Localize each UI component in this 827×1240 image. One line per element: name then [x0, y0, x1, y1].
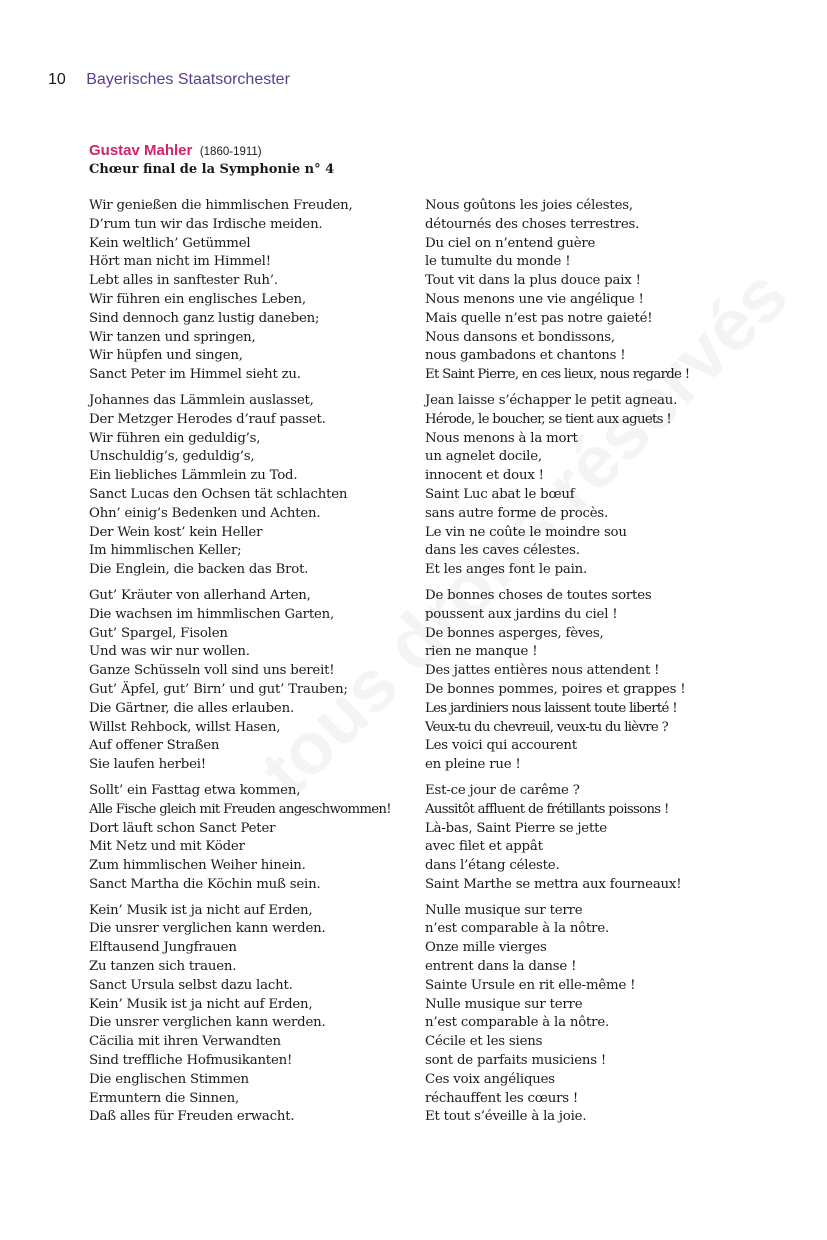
- verse-line: Wir führen ein geduldig’s,: [89, 430, 261, 446]
- verse-line: réchauffent les cœurs !: [425, 1090, 579, 1106]
- verse-line: De bonnes asperges, fèves,: [425, 625, 604, 641]
- verse-line: Im himmlischen Keller;: [89, 543, 242, 559]
- verse-line: Tout vit dans la plus douce paix !: [425, 273, 641, 289]
- page-number: 10: [48, 71, 66, 88]
- verse-line: dans les caves célestes.: [425, 543, 580, 559]
- work-title: Chœur final de la Symphonie n° 4: [89, 162, 335, 177]
- verse-line: Sie laufen herbei!: [89, 757, 206, 773]
- verse-line: Hört man nicht im Himmel!: [89, 254, 271, 270]
- verse-line: Wir hüpfen und singen,: [89, 348, 243, 364]
- verse-line: Ermuntern die Sinnen,: [89, 1090, 239, 1106]
- german-stanza: [89, 392, 409, 580]
- verse-line: Saint Luc abat le bœuf: [425, 486, 575, 502]
- french-stanza: [425, 782, 725, 895]
- verse-line: innocent et doux !: [425, 468, 544, 484]
- verse-line: Wir genießen die himmlischen Freuden,: [89, 198, 353, 213]
- verse-line: Et Saint Pierre, en ces lieux, nous regarde !: [425, 367, 690, 383]
- verse-line: Daß alles für Freuden erwacht.: [89, 1109, 295, 1125]
- verse-line: Du ciel on n’entend guère: [425, 235, 596, 251]
- verse-line: Aussitôt affluent de frétillants poissons !: [425, 801, 669, 817]
- verse-line: sans autre forme de procès.: [425, 505, 609, 521]
- verse-line: Les jardiniers nous laissent toute liberté !: [425, 700, 677, 716]
- verse-line: Der Wein kost’ kein Heller: [89, 524, 263, 540]
- verse-line: Sind treffliche Hofmusikanten!: [89, 1053, 293, 1069]
- german-stanza: [89, 782, 409, 895]
- verse-line: Kein weltlich’ Getümmel: [89, 235, 251, 251]
- verse-line: le tumulte du monde !: [425, 254, 571, 270]
- verse-line: Wir führen ein englisches Leben,: [89, 291, 306, 307]
- verse-line: dans l’étang céleste.: [425, 858, 560, 874]
- composer-dates: (1860-1911): [199, 146, 262, 158]
- verse-line: poussent aux jardins du ciel !: [425, 606, 618, 622]
- verse-line: Nous menons à la mort: [425, 430, 578, 446]
- verse-line: nous gambadons et chantons !: [425, 348, 626, 364]
- french-stanza: [425, 197, 725, 385]
- verse-line: Ein liebliches Lämmlein zu Tod.: [89, 468, 298, 484]
- french-stanza: [425, 587, 725, 775]
- verse-line: détournés des choses terrestres.: [425, 216, 640, 232]
- verse-line: Onze mille vierges: [425, 940, 547, 956]
- verse-line: Jean laisse s’échapper le petit agneau.: [425, 392, 678, 408]
- verse-line: Sanct Peter im Himmel sieht zu.: [89, 367, 301, 383]
- verse-line: Hérode, le boucher, se tient aux aguets !: [425, 411, 671, 427]
- verse-line: Gut’ Äpfel, gut’ Birn’ und gut’ Trauben;: [89, 681, 348, 697]
- verse-line: Là-bas, Saint Pierre se jette: [425, 820, 607, 836]
- verse-line: Nulle musique sur terre: [425, 902, 583, 918]
- verse-line: Des jattes entières nous attendent !: [425, 663, 660, 679]
- verse-line: Cécile et les siens: [425, 1034, 543, 1050]
- verse-line: Sind dennoch ganz lustig daneben;: [89, 310, 320, 326]
- verse-line: Elftausend Jungfrauen: [89, 940, 237, 956]
- verse-line: Die wachsen im himmlischen Garten,: [89, 606, 335, 622]
- verse-line: Nous dansons et bondissons,: [425, 329, 615, 345]
- verse-line: Mais quelle n’est pas notre gaieté!: [425, 310, 653, 326]
- verse-line: en pleine rue !: [425, 757, 521, 773]
- verse-line: entrent dans la danse !: [425, 959, 577, 975]
- verse-line: Die unsrer verglichen kann werden.: [89, 1015, 326, 1031]
- composer-name: Gustav Mahler: [89, 142, 193, 159]
- verse-line: Nous menons une vie angélique !: [425, 291, 644, 307]
- verse-line: Mit Netz und mit Köder: [89, 839, 245, 855]
- verse-line: Die Englein, die backen das Brot.: [89, 562, 309, 578]
- verse-line: D’rum tun wir das Irdische meiden.: [89, 216, 323, 232]
- verse-line: Der Metzger Herodes d’rauf passet.: [89, 411, 326, 427]
- verse-line: Le vin ne coûte le moindre sou: [425, 524, 627, 540]
- verse-line: Les voici qui accourent: [425, 738, 577, 754]
- verse-line: Dort läuft schon Sanct Peter: [89, 820, 276, 836]
- verse-line: Et les anges font le pain.: [425, 562, 588, 578]
- verse-line: Nulle musique sur terre: [425, 996, 583, 1012]
- verse-line: De bonnes pommes, poires et grappes !: [425, 681, 686, 697]
- verse-line: Sainte Ursule en rit elle-même !: [425, 977, 636, 993]
- verse-line: n’est comparable à la nôtre.: [425, 1015, 610, 1031]
- verse-line: Wir tanzen und springen,: [89, 329, 256, 345]
- verse-line: Und was wir nur wollen.: [89, 644, 250, 660]
- verse-line: Est-ce jour de carême ?: [425, 782, 580, 798]
- verse-line: Sanct Lucas den Ochsen tät schlachten: [89, 486, 348, 502]
- verse-line: Sollt’ ein Fasttag etwa kommen,: [89, 782, 301, 798]
- verse-line: Saint Marthe se mettra aux fourneaux!: [425, 876, 682, 892]
- verse-line: Auf offener Straßen: [89, 738, 220, 754]
- verse-line: Die unsrer verglichen kann werden.: [89, 921, 326, 937]
- verse-line: Zu tanzen sich trauen.: [89, 959, 237, 975]
- orchestra-name: Bayerisches Staatsorchester: [86, 71, 290, 88]
- verse-line: un agnelet docile,: [425, 449, 542, 465]
- verse-line: Ces voix angéliques: [425, 1071, 555, 1087]
- verse-line: Kein’ Musik ist ja nicht auf Erden,: [89, 902, 313, 918]
- verse-line: Alle Fische gleich mit Freuden angeschwommen!: [89, 801, 391, 817]
- verse-line: Ganze Schüsseln voll sind uns bereit!: [89, 663, 335, 679]
- composer-line: [89, 142, 334, 160]
- page-header: [48, 71, 290, 89]
- verse-line: Ohn’ einig’s Bedenken und Achten.: [89, 505, 321, 521]
- verse-line: Willst Rehbock, willst Hasen,: [89, 719, 281, 735]
- verse-line: Kein’ Musik ist ja nicht auf Erden,: [89, 996, 313, 1012]
- german-stanza: [89, 587, 409, 775]
- verse-line: Sanct Martha die Köchin muß sein.: [89, 876, 321, 892]
- verse-line: rien ne manque !: [425, 644, 538, 660]
- german-text-column: [89, 197, 409, 1134]
- verse-line: Cäcilia mit ihren Verwandten: [89, 1034, 281, 1050]
- verse-line: Veux-tu du chevreuil, veux-tu du lièvre ?: [425, 719, 669, 735]
- verse-line: Nous goûtons les joies célestes,: [425, 198, 633, 213]
- french-stanza: [425, 902, 725, 1128]
- verse-line: Johannes das Lämmlein auslasset,: [89, 392, 314, 408]
- german-stanza: [89, 197, 409, 385]
- verse-line: Zum himmlischen Weiher hinein.: [89, 858, 306, 874]
- verse-line: Sanct Ursula selbst dazu lacht.: [89, 977, 293, 993]
- verse-line: Gut’ Kräuter von allerhand Arten,: [89, 587, 311, 603]
- verse-line: Et tout s’éveille à la joie.: [425, 1109, 587, 1125]
- verse-line: Unschuldig’s, geduldig’s,: [89, 449, 255, 465]
- verse-line: n’est comparable à la nôtre.: [425, 921, 610, 937]
- verse-line: sont de parfaits musiciens !: [425, 1053, 607, 1069]
- work-title-block: [89, 142, 334, 177]
- verse-line: Die Gärtner, die alles erlauben.: [89, 700, 294, 716]
- french-text-column: [425, 197, 725, 1134]
- verse-line: De bonnes choses de toutes sortes: [425, 587, 652, 603]
- verse-line: Die englischen Stimmen: [89, 1071, 249, 1087]
- verse-line: Gut’ Spargel, Fisolen: [89, 625, 228, 641]
- verse-line: Lebt alles in sanftester Ruh’.: [89, 273, 278, 289]
- verse-line: avec filet et appât: [425, 839, 543, 855]
- german-stanza: [89, 902, 409, 1128]
- french-stanza: [425, 392, 725, 580]
